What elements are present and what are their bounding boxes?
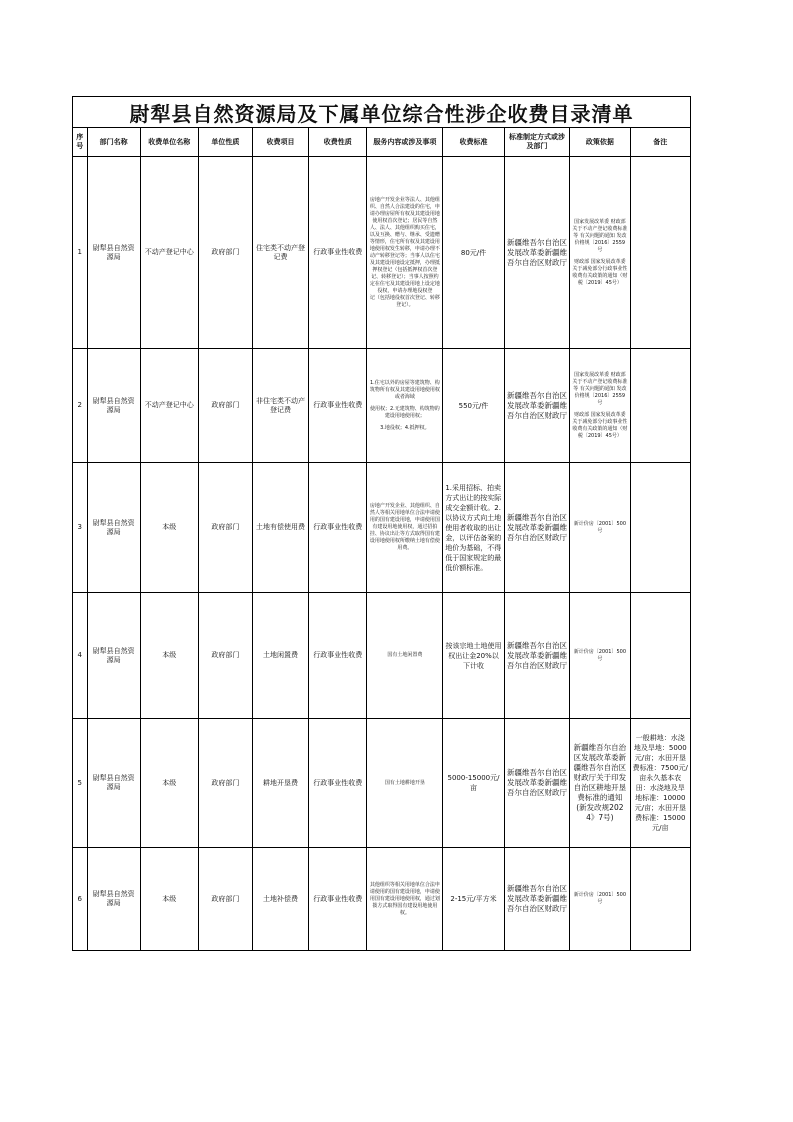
cell-no: 4 bbox=[73, 593, 88, 719]
cell-unit-type: 政府部门 bbox=[198, 463, 252, 593]
fee-table bbox=[72, 127, 691, 951]
cell-no: 1 bbox=[73, 157, 88, 349]
cell-note bbox=[630, 157, 690, 349]
cell-note bbox=[630, 848, 690, 951]
table-row bbox=[73, 719, 691, 848]
col-header-item: 收费项目 bbox=[252, 128, 308, 157]
cell-content: 其他组织等相关用地单位合法申请使用的国有建设用地，申请使用国有建设用地使用权，通过划拨方式取得国有建设用地使用权。 bbox=[367, 848, 443, 951]
cell-dept: 尉犁县自然资源局 bbox=[87, 349, 140, 463]
cell-basis: 新疆维吾尔自治区发展改革委新疆维吾尔自治区财政厅关于印发自治区耕地开垦费标准的通知(新发改规2024》7号) bbox=[570, 719, 630, 848]
table-row bbox=[73, 157, 691, 349]
cell-maker: 新疆维吾尔自治区发展改革委新疆维吾尔自治区财政厅 bbox=[504, 719, 570, 848]
col-header-content: 服务内容或涉及事项 bbox=[367, 128, 443, 157]
table-row bbox=[73, 848, 691, 951]
cell-standard: 80元/件 bbox=[443, 157, 504, 349]
cell-unit: 本级 bbox=[140, 848, 198, 951]
cell-no: 3 bbox=[73, 463, 88, 593]
col-header-basis: 政策依据 bbox=[570, 128, 630, 157]
content-text: 1.住宅以外的房屋等建筑物、构筑物所有权及其建设用地使用权或者海域 bbox=[369, 379, 440, 400]
cell-no: 2 bbox=[73, 349, 88, 463]
cell-content bbox=[367, 349, 443, 463]
table-row bbox=[73, 463, 691, 593]
table-row bbox=[73, 349, 691, 463]
col-header-maker: 标准制定方式或涉及部门 bbox=[504, 128, 570, 157]
cell-content bbox=[367, 157, 443, 349]
basis-text: 国家发展改革委 财政部 关于不动产登记收费标准等 有关问题的通知 发改价格规〔2016〕2559号 bbox=[572, 371, 628, 406]
cell-basis: 新计价房〔2001〕500号 bbox=[570, 848, 630, 951]
cell-item: 土地有偿使用费 bbox=[252, 463, 308, 593]
cell-unit: 不动产登记中心 bbox=[140, 157, 198, 349]
cell-note: 一般耕地：水浇地及旱地：5000元/亩；水田开垦费标准：7500元/亩永久基本农田：水浇地及旱地标准：10000元/亩；水田开垦费标准：15000元/亩 bbox=[630, 719, 690, 848]
cell-standard: 2-15元/平方米 bbox=[443, 848, 504, 951]
cell-item: 土地闲置费 bbox=[252, 593, 308, 719]
cell-dept: 尉犁县自然资源局 bbox=[87, 848, 140, 951]
cell-item: 土地补偿费 bbox=[252, 848, 308, 951]
col-header-dept: 部门名称 bbox=[87, 128, 140, 157]
cell-nature: 行政事业性收费 bbox=[309, 157, 367, 349]
col-header-unit: 收费单位名称 bbox=[140, 128, 198, 157]
col-header-unit-type: 单位性质 bbox=[198, 128, 252, 157]
table-row bbox=[73, 593, 691, 719]
cell-standard: 按该宗地土地使用权出让金20%以下计收 bbox=[443, 593, 504, 719]
content-text: 3.地役权；4.抵押权。 bbox=[380, 424, 430, 431]
cell-unit: 本级 bbox=[140, 463, 198, 593]
cell-nature: 行政事业性收费 bbox=[309, 719, 367, 848]
cell-basis: 新计价房〔2001〕500号 bbox=[570, 463, 630, 593]
header-row bbox=[73, 128, 691, 157]
cell-maker: 新疆维吾尔自治区发展改革委新疆维吾尔自治区财政厅 bbox=[504, 463, 570, 593]
cell-content: 房地产开发企业、其他组织、自然人等相关用地单位合法申请使用的国有建设用地，申请使用国有建设用地使用权，通过招拍挂、协议出让等方式取得国有建设用地使用权所缴纳土地有偿使用费。 bbox=[367, 463, 443, 593]
col-header-note: 备注 bbox=[630, 128, 690, 157]
cell-maker: 新疆维吾尔自治区发展改革委新疆维吾尔自治区财政厅 bbox=[504, 349, 570, 463]
cell-no: 6 bbox=[73, 848, 88, 951]
cell-standard: 550元/件 bbox=[443, 349, 504, 463]
content-text: 房地产开发企业等法人、其他组织、自然人合法建设的住宅，申请办理房屋所有权及其建设用地使用权首次登记；居民等自然人、法人、其他组织购买住宅，以及互换、赠与、继承、受遗赠等情形，住宅所有权及其建设用地使用权发生转移，申请办理不动产转移登记等；当事人以住宅及其建设用地设定抵押，办理抵押权登记（包括抵押权首次登记、转移登记）；当事人按照约定在住宅及其建设用地上设定地役权，申请办理地役权登 bbox=[369, 196, 440, 294]
cell-no: 5 bbox=[73, 719, 88, 848]
cell-maker: 新疆维吾尔自治区发展改革委新疆维吾尔自治区财政厅 bbox=[504, 157, 570, 349]
cell-content: 国有土地耕地开垦 bbox=[367, 719, 443, 848]
cell-basis bbox=[570, 349, 630, 463]
cell-basis: 新计价房〔2001〕500号 bbox=[570, 593, 630, 719]
col-header-standard: 收费标准 bbox=[443, 128, 504, 157]
cell-maker: 新疆维吾尔自治区发展改革委新疆维吾尔自治区财政厅 bbox=[504, 593, 570, 719]
basis-text: 财政部 国家发展改革委关于减免部分行政事业性收费有关政策的通知（财税〔2019〕45号） bbox=[572, 411, 628, 439]
cell-nature: 行政事业性收费 bbox=[309, 349, 367, 463]
page-title: 尉犁县自然资源局及下属单位综合性涉企收费目录清单 bbox=[72, 96, 691, 127]
fee-catalog-sheet bbox=[72, 96, 691, 951]
cell-unit-type: 政府部门 bbox=[198, 349, 252, 463]
content-text: 记（包括地役权首次登记、转移登记）。 bbox=[369, 294, 440, 308]
cell-basis bbox=[570, 157, 630, 349]
cell-unit-type: 政府部门 bbox=[198, 719, 252, 848]
cell-dept: 尉犁县自然资源局 bbox=[87, 719, 140, 848]
cell-unit-type: 政府部门 bbox=[198, 848, 252, 951]
cell-item: 耕地开垦费 bbox=[252, 719, 308, 848]
cell-dept: 尉犁县自然资源局 bbox=[87, 157, 140, 349]
cell-nature: 行政事业性收费 bbox=[309, 593, 367, 719]
cell-standard: 5000-15000元/亩 bbox=[443, 719, 504, 848]
cell-unit: 本级 bbox=[140, 593, 198, 719]
cell-unit: 不动产登记中心 bbox=[140, 349, 198, 463]
cell-unit-type: 政府部门 bbox=[198, 593, 252, 719]
content-text: 使用权；2.无建筑物、构筑物的建设用地使用权； bbox=[369, 405, 440, 419]
cell-maker: 新疆维吾尔自治区发展改革委新疆维吾尔自治区财政厅 bbox=[504, 848, 570, 951]
basis-text: 国家发展改革委 财政部 关于不动产登记收费标准等 有关问题的通知 发改价格规〔2016〕2559号 bbox=[572, 218, 628, 253]
cell-note bbox=[630, 349, 690, 463]
basis-text: 财政部 国家发展改革委关于减免部分行政事业性收费有关政策的通知（财税〔2019〕45号） bbox=[572, 258, 628, 286]
cell-item: 非住宅类不动产登记费 bbox=[252, 349, 308, 463]
col-header-nature: 收费性质 bbox=[309, 128, 367, 157]
cell-nature: 行政事业性收费 bbox=[309, 463, 367, 593]
cell-note bbox=[630, 463, 690, 593]
cell-note bbox=[630, 593, 690, 719]
cell-nature: 行政事业性收费 bbox=[309, 848, 367, 951]
col-header-no: 序号 bbox=[73, 128, 88, 157]
cell-unit: 本级 bbox=[140, 719, 198, 848]
cell-dept: 尉犁县自然资源局 bbox=[87, 593, 140, 719]
cell-item: 住宅类不动产登记费 bbox=[252, 157, 308, 349]
cell-unit-type: 政府部门 bbox=[198, 157, 252, 349]
cell-content: 国有土地闲置费 bbox=[367, 593, 443, 719]
cell-standard: 1.采用招标、拍卖方式出让的按实际成交金额计收。2.以协议方式向土地使用者收取的出让金，以评估备案的地价为基础，不得低于国家规定的最低价额标准。 bbox=[443, 463, 504, 593]
cell-dept: 尉犁县自然资源局 bbox=[87, 463, 140, 593]
